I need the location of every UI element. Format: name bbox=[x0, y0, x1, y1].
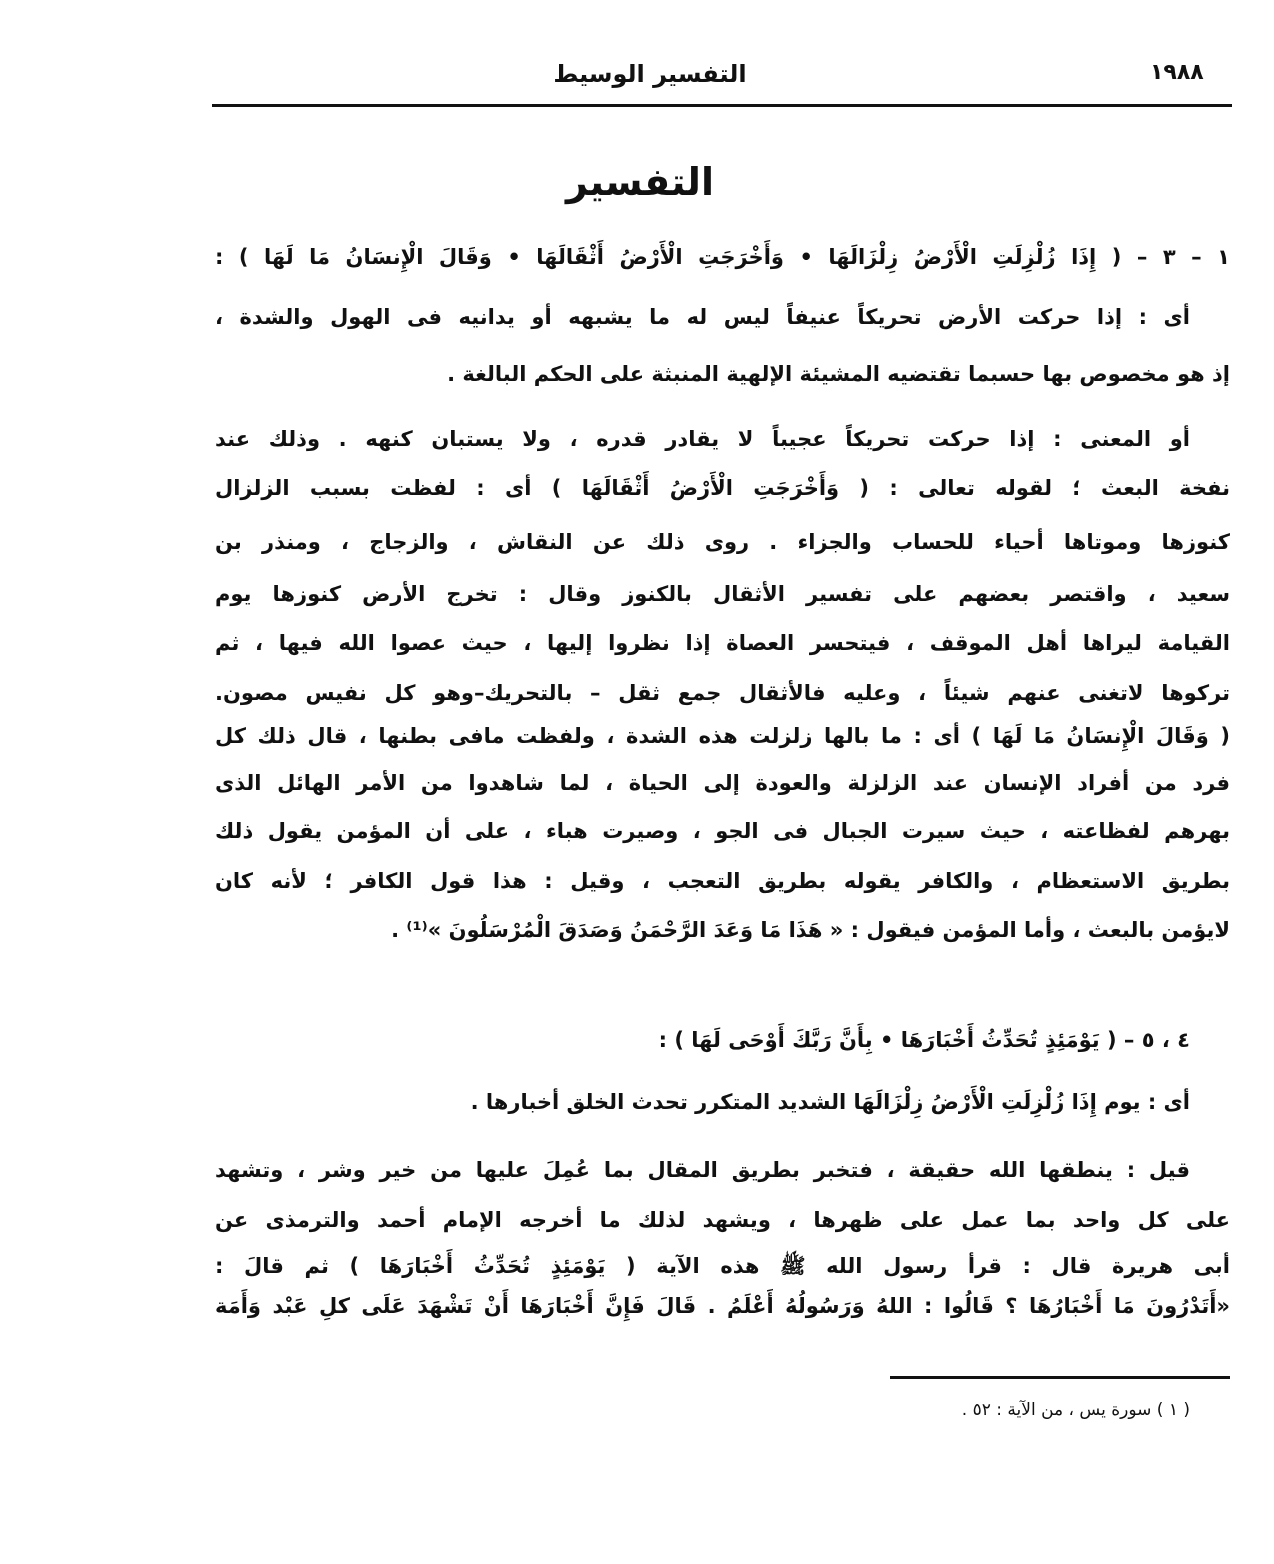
footnote: ( ١ ) سورة يس ، من الآية : ٥٢ . bbox=[961, 1400, 1190, 1420]
text-line: قيل : ينطقها الله حقيقة ، فتخبر بطريق المقال بما عُمِلَ عليها من خير وشر ، وتشهد bbox=[215, 1158, 1190, 1182]
text-line: نفخة البعث ؛ لقوله تعالى : ( وَأَخْرَجَتِ الْأَرْضُ أَثْقَالَهَا ) أى : لفظت بسبب الزلزال bbox=[215, 476, 1230, 500]
header-rule bbox=[212, 104, 1232, 107]
text-line: لايؤمن بالبعث ، وأما المؤمن فيقول : « هَذَا مَا وَعَدَ الرَّحْمَنُ وَصَدَقَ الْمُرْسَلُونَ »⁽¹⁾ . bbox=[391, 918, 1230, 942]
text-line: سعيد ، واقتصر بعضهم على تفسير الأثقال بالكنوز وقال : تخرج الأرض كنوزها يوم bbox=[215, 582, 1230, 606]
text-line: أو المعنى : إذا حركت تحريكاً عجيباً لا يقادر قدره ، ولا يستبان كنهه . وذلك عند bbox=[215, 427, 1190, 451]
verse-heading: ٤ ، ٥ – ( يَوْمَئِذٍ تُحَدِّثُ أَخْبَارَهَا • بِأَنَّ رَبَّكَ أَوْحَى لَهَا ) : bbox=[658, 1028, 1190, 1052]
footnote-rule bbox=[890, 1376, 1230, 1379]
text-line: تركوها لاتغنى عنهم شيئاً ، وعليه فالأثقال جمع ثقل – بالتحريك–وهو كل نفيس مصون. bbox=[215, 681, 1230, 705]
text-line: بطريق الاستعظام ، والكافر يقوله بطريق التعجب ، وقيل : هذا قول الكافر ؛ لأنه كان bbox=[215, 869, 1230, 893]
text-line: أبى هريرة قال : قرأ رسول الله ﷺ هذه الآية ( يَوْمَئِذٍ تُحَدِّثُ أَخْبَارَهَا ) ثم قالَ : bbox=[215, 1254, 1230, 1278]
running-title: التفسير الوسيط bbox=[553, 60, 747, 88]
text-line: بهرهم لفظاعته ، حيث سيرت الجبال فى الجو ، وصيرت هباء ، على أن المؤمن يقول ذلك bbox=[215, 819, 1230, 843]
text-line: ( وَقَالَ الْإِنسَانُ مَا لَهَا ) أى : ما بالها زلزلت هذه الشدة ، ولفظت مافى بطنها ، قال ذلك كل bbox=[215, 724, 1230, 748]
text-line: كنوزها وموتاها أحياء للحساب والجزاء . روى ذلك عن النقاش ، والزجاج ، ومنذر بن bbox=[215, 530, 1230, 554]
text-line: على كل واحد بما عمل على ظهرها ، ويشهد لذلك ما أخرجه الإمام أحمد والترمذى عن bbox=[215, 1208, 1230, 1232]
text-line: القيامة ليراها أهل الموقف ، فيتحسر العصاة إذا نظروا إليها ، حيث عصوا الله فيها ، ثم bbox=[215, 631, 1230, 655]
text-line: «أَتَدْرُونَ مَا أَخْبَارُهَا ؟ قَالُوا : اللهُ وَرَسُولُهُ أَعْلَمُ . قَالَ فَإِنَّ أَخْبَارَهَا أَنْ تَشْهَدَ عَلَى كلِ عَبْد وَأَمَة bbox=[215, 1294, 1230, 1318]
page-number: ١٩٨٨ bbox=[1150, 60, 1204, 85]
text-line: أى : يوم إِذَا زُلْزِلَتِ الْأَرْضُ زِلْزَالَهَا الشديد المتكرر تحدث الخلق أخبارها . bbox=[470, 1090, 1190, 1114]
text-line: أى : إذا حركت الأرض تحريكاً عنيفاً ليس له ما يشبهه أو يدانيه فى الهول والشدة ، bbox=[215, 305, 1190, 329]
section-heading: التفسير bbox=[566, 160, 714, 204]
text-line: فرد من أفراد الإنسان عند الزلزلة والعودة إلى الحياة ، لما شاهدوا من الأمر الهائل الذى bbox=[215, 771, 1230, 795]
verse-heading: ١ – ٣ – ( إِذَا زُلْزِلَتِ الْأَرْضُ زِلْزَالَهَا • وَأَخْرَجَتِ الْأَرْضُ أَثْقَالَهَا • وَقَالَ الْإِنسَانُ مَا لَهَا ) : bbox=[215, 245, 1230, 269]
text-line: إذ هو مخصوص بها حسبما تقتضيه المشيئة الإلهية المنبثة على الحكم البالغة . bbox=[447, 362, 1230, 386]
